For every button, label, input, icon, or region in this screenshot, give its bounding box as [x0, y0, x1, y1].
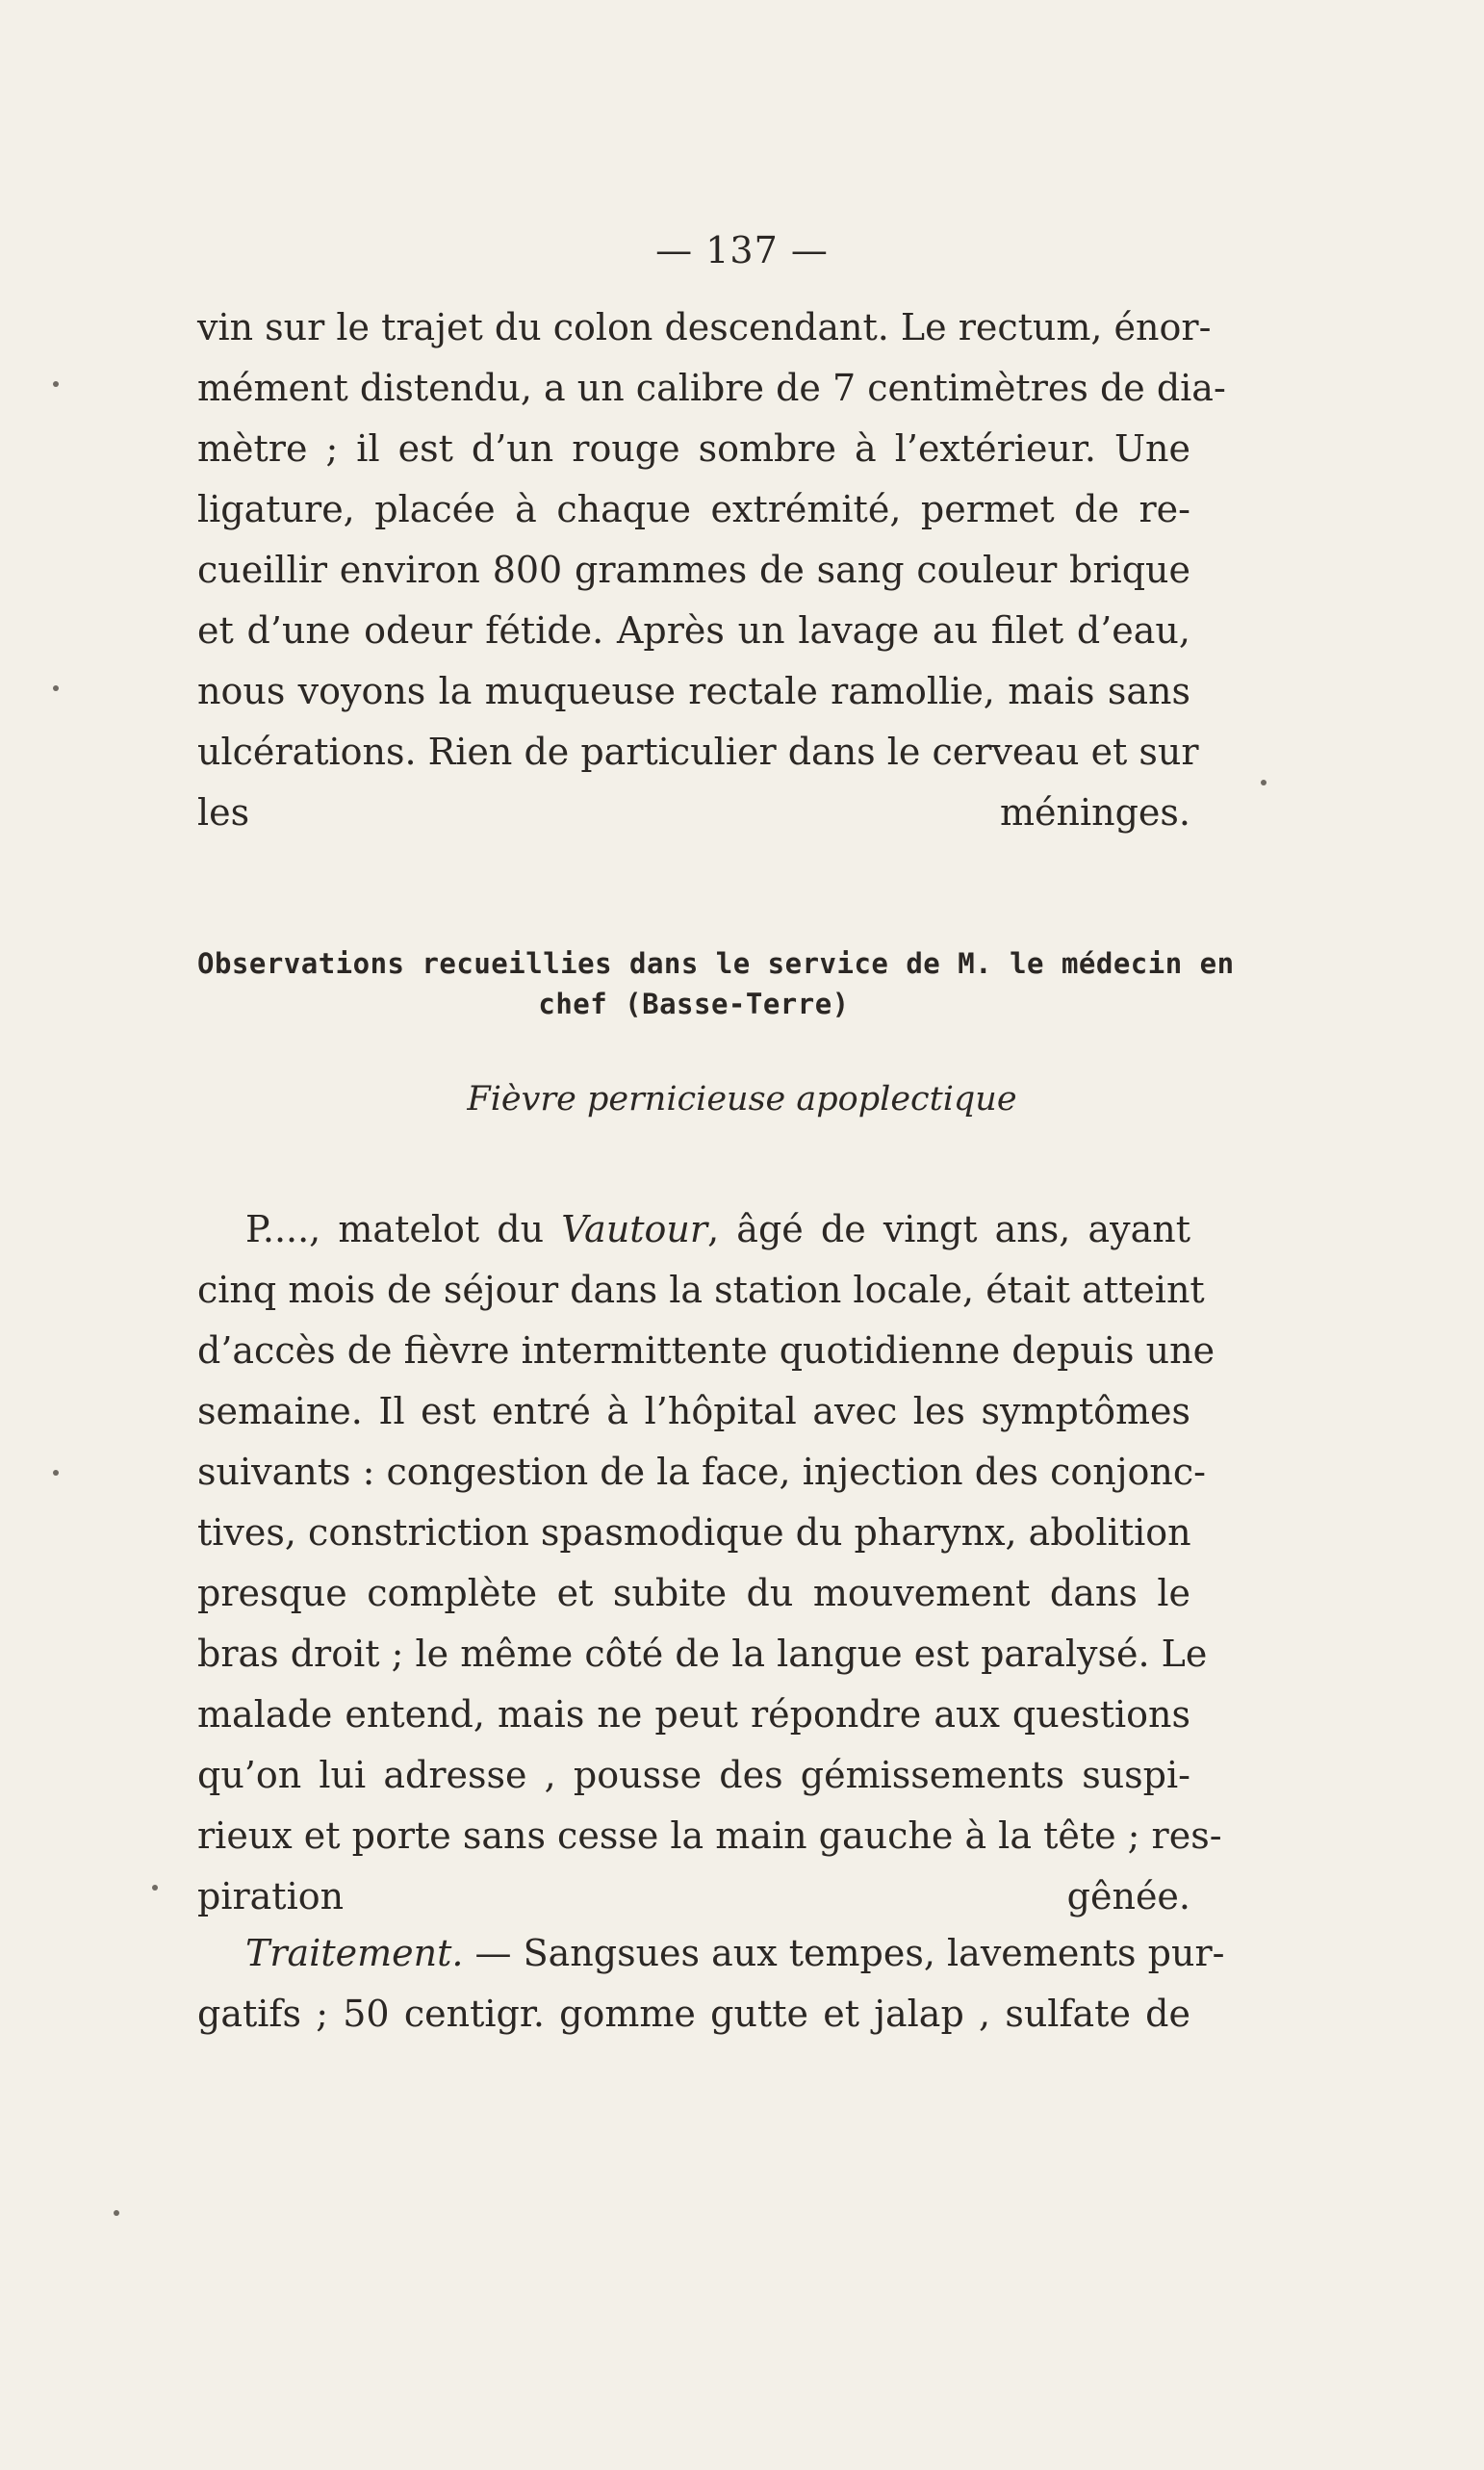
- text-line: suivants : congestion de la face, injection des conjonc-: [197, 1451, 1207, 1493]
- text-line: d’accès de fièvre intermittente quotidienne depuis une: [197, 1329, 1215, 1372]
- text-line: [197, 1199, 1190, 1260]
- ship-name: Vautour: [561, 1208, 708, 1250]
- heading-line: chef (Basse-Terre): [538, 988, 850, 1020]
- text-line: ligature, placée à chaque extrémité, permet de re-: [197, 488, 1190, 530]
- heading-line: Observations recueillies dans le service de M. le médecin en: [197, 947, 1235, 980]
- text-line: cueillir environ 800 grammes de sang couleur brique: [197, 549, 1190, 591]
- paragraph-autopsy: [197, 297, 1226, 843]
- text-line: mètre ; il est d’un rouge sombre à l’extérieur. Une: [197, 427, 1190, 470]
- text-line: qu’on lui adresse , pousse des gémissements suspi-: [197, 1754, 1190, 1796]
- text-line: semaine. Il est entré à l’hôpital avec les symptômes: [197, 1390, 1190, 1432]
- text-line: tives, constriction spasmodique du pharynx, abolition: [197, 1511, 1191, 1554]
- text-line: gatifs ; 50 centigr. gomme gutte et jalap , sulfate de: [197, 1993, 1190, 2035]
- text-line: bras droit ; le même côté de la langue est paralysé. Le: [197, 1633, 1208, 1675]
- text-line: vin sur le trajet du colon descendant. Le rectum, énor-: [197, 306, 1212, 348]
- text-line: ulcérations. Rien de particulier dans le cerveau et sur: [197, 731, 1199, 773]
- paper-speck: [53, 1470, 59, 1476]
- text-line: nous voyons la muqueuse rectale ramollie, mais sans: [197, 670, 1190, 712]
- paper-speck: [1261, 780, 1267, 785]
- text-line: et d’une odeur fétide. Après un lavage au filet d’eau,: [197, 609, 1190, 652]
- text-line: rieux et porte sans cesse la main gauche à la tête ; res-: [197, 1814, 1222, 1857]
- text-line: presque complète et subite du mouvement dans le: [197, 1572, 1190, 1614]
- text-line: malade entend, mais ne peut répondre aux questions: [197, 1693, 1190, 1736]
- treatment-label: Traitement.: [245, 1932, 464, 1974]
- paper-speck: [152, 1885, 158, 1891]
- text-fragment: P...., matelot du: [245, 1208, 562, 1250]
- page-number: — 137 —: [655, 229, 829, 271]
- case-title: Fièvre pernicieuse apoplectique: [467, 1080, 1017, 1119]
- text-fragment: — Sangsues aux tempes, lavements pur-: [463, 1932, 1225, 1974]
- paper-speck: [114, 2210, 119, 2216]
- section-heading: [197, 943, 1235, 1024]
- paragraph-treatment: [197, 1923, 1225, 2045]
- paper-speck: [53, 381, 59, 387]
- text-line: les méninges.: [197, 791, 1190, 834]
- text-fragment: , âgé de vingt ans, ayant: [707, 1208, 1190, 1250]
- paper-speck: [53, 685, 59, 691]
- text-line: cinq mois de séjour dans la station locale, était atteint: [197, 1269, 1205, 1311]
- text-line: [197, 1923, 1225, 1984]
- text-line: mément distendu, a un calibre de 7 centimètres de dia-: [197, 367, 1226, 409]
- text-line: piration gênée.: [197, 1875, 1190, 1917]
- paragraph-case: [197, 1199, 1222, 1927]
